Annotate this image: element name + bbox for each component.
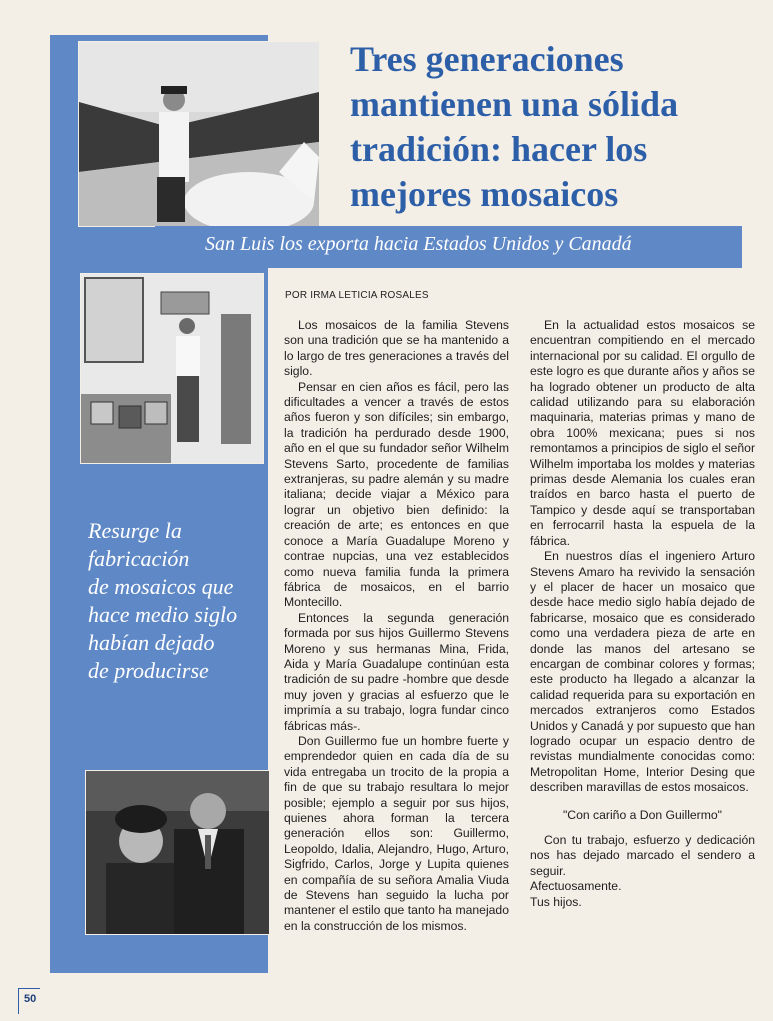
paragraph: Entonces la segunda generación formada por sus hijos Guillermo Stevens Moreno y sus hermanas Mina, Frida, Aida y María Guadalupe continúan esta tradición de su padre -hombre que desde muy joven y gracias al esfuerzo que le imprimía a su trabajo, logra fundar cinco fábricas más-. xyxy=(284,610,509,733)
paragraph: En la actualidad estos mosaicos se encuentran compitiendo en el mercado internacional por su calidad. El orgullo de este logro es que durante años y años se ha logrado obtener un producto de alta calidad utilizando para su elaboración maquinaria, materias primas y mano de obra 100% mexicana; pues si nos remontamos a principios de siglo el señor Wilhelm importaba los moldes y materias primas desde Alemania los cuales eran traídos en barco hasta el puerto de Tampico y desde aquí se transportaban en ferrocarril hasta la espuela de la fábrica. xyxy=(530,318,755,548)
paragraph: Pensar en cien años es fácil, pero las dificultades a vencer a través de estos años fueron y son difíciles; sin embargo, la tradición ha perdurado desde 1900, año en el que su fundador señor Wilhelm Stevens Sarto, procedente de familias extranjeras, su padre alemán y su madre italiana; decide viajar a México para lograr un objetivo bien definido: la creación de arte; es entonces en que conoce a María Guadalupe Moreno y contrae nupcias, una vez establecidos como nueva familia funda la primera fábrica de mosaicos, en el barrio Montecillo. xyxy=(284,379,509,610)
photo-man-in-mosaic-room xyxy=(80,273,264,464)
paragraph: Don Guillermo fue un hombre fuerte y emprendedor quien en cada día de su vida entregaba un trocito de la propia a fin de que su trabajo resultara lo mejor posible; ejemplo a seguir por sus hijos, quienes ahora forman la tercera generación ellos son: Guillermo, Leopoldo, Idalia, Alejandro, Hugo, Arturo, Sigfrido, Carlos, Jorge y Lupita quienes en compañía de su señora Amalia Viuda de Stevens han seguido la lucha por mantener el estilo que tanto ha manejado en la construcción de los mismos. xyxy=(284,733,509,933)
page-number: 50 xyxy=(18,988,40,1014)
dedication-title: "Con cariño a Don Guillermo" xyxy=(562,807,723,822)
paragraph: En nuestros días el ingeniero Arturo Stevens Amaro ha revivido la sensación y el placer de hacer un mosaico que desde hace medio siglo había dejado de fabricarse, mosaico que es considerado como una verdadera pieza de arte en donde las manos del artesano se encargan de combinar colores y formas; este producto ha llegado a alcanzar la calidad requerida para su exportación en mercados extranjeros como Estados Unidos y Canadá y por supuesto que han logrado ocupar un espacio dentro de revistas mundialmente conocidas como: Metropolitan Home, Interior Desing que describen maravillas de estos mosaicos. xyxy=(530,549,755,795)
paragraph: Los mosaicos de la familia Stevens son una tradición que se ha mantenido a lo largo de tres generaciones a través del siglo. xyxy=(284,318,509,379)
article-headline: Tres generaciones mantienen una sólida tradición: hacer los mejores mosaicos xyxy=(350,39,679,214)
dedication-body: Con tu trabajo, esfuerzo y dedicación nos has dejado marcado el sendero a seguir. xyxy=(530,833,755,878)
byline: POR IRMA LETICIA ROSALES xyxy=(285,290,429,301)
article-column-2 xyxy=(530,318,755,910)
photo-couple-portrait xyxy=(85,770,270,935)
dedication-closing: Afectuosamente. xyxy=(530,879,622,894)
article-column-1 xyxy=(284,318,509,934)
dedication-signature: Tus hijos. xyxy=(530,894,582,909)
article-subtitle: San Luis los exporta hacia Estados Unidos y Canadá xyxy=(205,233,632,255)
pull-quote: Resurge la fabricación de mosaicos que hace medio siglo habían dejado de producirse xyxy=(88,518,238,683)
photo-man-on-horse xyxy=(78,41,320,227)
